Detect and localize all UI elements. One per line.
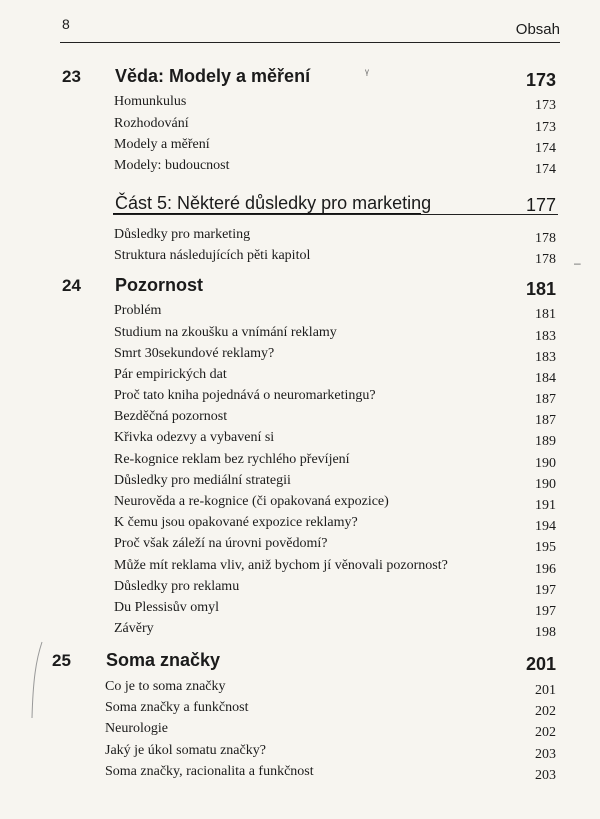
entry-title: Du Plessisův omyl	[114, 600, 220, 615]
part-page: 177	[525, 195, 556, 215]
chapter-page: 201	[525, 654, 556, 674]
part-rule	[113, 214, 558, 215]
stray-mark: ᵞ	[365, 66, 369, 80]
toc-entry[interactable]	[114, 494, 556, 514]
part-title: Část 5: Některé důsledky pro marketing	[115, 193, 432, 213]
toc-entry[interactable]	[105, 679, 556, 699]
entry-page: 191	[535, 498, 556, 513]
entry-title: Bezděčná pozornost	[114, 409, 228, 424]
entry-title: Studium na zkoušku a vnímání reklamy	[114, 325, 337, 340]
toc-entry[interactable]	[114, 558, 556, 578]
entry-title: K čemu jsou opakované expozice reklamy?	[114, 515, 358, 530]
toc-entry[interactable]	[114, 303, 556, 323]
entry-title: Modely a měření	[114, 137, 210, 152]
entry-page: 178	[535, 252, 556, 267]
toc-entry[interactable]	[105, 700, 556, 720]
page-number: 8	[62, 16, 70, 32]
chapter-number: 23	[62, 67, 81, 86]
entry-title: Pár empirických dat	[114, 367, 227, 382]
entry-title: Jaký je úkol somatu značky?	[105, 743, 266, 758]
entry-page: 197	[535, 604, 556, 619]
entry-page: 183	[535, 329, 556, 344]
entry-title: Soma značky, racionalita a funkčnost	[105, 764, 314, 779]
toc-entry[interactable]	[105, 743, 556, 763]
toc-entry[interactable]	[114, 116, 556, 136]
entry-title: Re-kognice reklam bez rychlého převíjení	[114, 452, 350, 467]
entry-title: Závěry	[114, 621, 154, 636]
chapter-page: 173	[525, 70, 556, 90]
toc-entry[interactable]	[114, 325, 556, 345]
entry-page: 203	[535, 768, 556, 783]
entry-page: 173	[535, 120, 556, 135]
toc-entry[interactable]	[114, 346, 556, 366]
toc-entry[interactable]	[114, 409, 556, 429]
entry-page: 187	[535, 392, 556, 407]
entry-title: Modely: budoucnost	[114, 158, 230, 173]
toc-entry[interactable]	[114, 94, 556, 114]
toc-entry[interactable]	[105, 721, 556, 741]
pencil-scribble	[30, 640, 44, 720]
toc-entry[interactable]	[114, 430, 556, 450]
entry-page: 174	[535, 162, 556, 177]
entry-page: 174	[535, 141, 556, 156]
entry-title: Rozhodování	[114, 116, 189, 131]
entry-title: Důsledky pro marketing	[114, 227, 251, 242]
toc-entry[interactable]	[114, 227, 556, 247]
entry-page: 201	[535, 683, 556, 698]
entry-page: 184	[535, 371, 556, 386]
entry-page: 203	[535, 747, 556, 762]
entry-page: 190	[535, 477, 556, 492]
entry-page: 197	[535, 583, 556, 598]
toc-entry[interactable]	[114, 579, 556, 599]
toc-entry[interactable]	[114, 137, 556, 157]
entry-page: 173	[535, 98, 556, 113]
entry-title: Co je to soma značky	[105, 679, 226, 694]
toc-entry[interactable]	[114, 158, 556, 178]
entry-page: 196	[535, 562, 556, 577]
chapter-number: 24	[62, 276, 81, 295]
entry-page: 195	[535, 540, 556, 555]
entry-title: Problém	[114, 303, 162, 318]
entry-page: 178	[535, 231, 556, 246]
entry-title: Důsledky pro mediální strategii	[114, 473, 291, 488]
running-header-title: Obsah	[515, 21, 560, 38]
entry-title: Neurověda a re-kognice (či opakovaná expozice)	[114, 494, 389, 509]
toc-entry[interactable]	[114, 621, 556, 641]
chapter-title: Věda: Modely a měření	[115, 66, 311, 86]
toc-entry[interactable]	[114, 536, 556, 556]
toc-entry[interactable]	[114, 367, 556, 387]
toc-entry[interactable]	[114, 248, 556, 268]
entry-title: Struktura následujících pěti kapitol	[114, 248, 311, 263]
toc-entry[interactable]	[114, 473, 556, 493]
entry-page: 183	[535, 350, 556, 365]
toc-entry[interactable]	[114, 452, 556, 472]
entry-page: 187	[535, 413, 556, 428]
entry-title: Může mít reklama vliv, aniž bychom jí věnovali pozornost?	[114, 558, 448, 573]
toc-entry[interactable]	[114, 600, 556, 620]
chapter-page: 181	[525, 279, 556, 299]
entry-title: Proč tato kniha pojednává o neuromarketingu?	[114, 388, 376, 403]
entry-title: Neurologie	[105, 721, 168, 736]
entry-title: Proč však záleží na úrovni povědomí?	[114, 536, 328, 551]
entry-title: Soma značky a funkčnost	[105, 700, 249, 715]
entry-page: 194	[535, 519, 556, 534]
entry-title: Homunkulus	[114, 94, 187, 109]
entry-page: 181	[535, 307, 556, 322]
entry-page: 202	[535, 704, 556, 719]
entry-page: 189	[535, 434, 556, 449]
toc-entry[interactable]	[114, 515, 556, 535]
stray-dash: –	[574, 256, 581, 270]
chapter-number: 25	[52, 651, 71, 670]
entry-title: Smrt 30sekundové reklamy?	[114, 346, 275, 361]
entry-page: 202	[535, 725, 556, 740]
entry-page: 190	[535, 456, 556, 471]
toc-entry[interactable]	[105, 764, 556, 784]
toc-entry[interactable]	[114, 388, 556, 408]
chapter-title: Soma značky	[106, 650, 221, 670]
entry-title: Křivka odezvy a vybavení si	[114, 430, 275, 445]
chapter-title: Pozornost	[115, 275, 203, 295]
header-rule	[60, 42, 560, 43]
entry-title: Důsledky pro reklamu	[114, 579, 240, 594]
entry-page: 198	[535, 625, 556, 640]
